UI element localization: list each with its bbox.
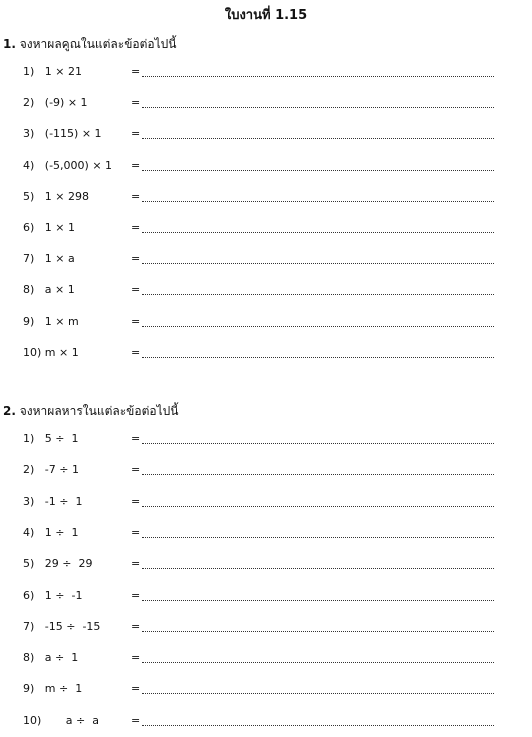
equals-sign: = — [131, 221, 141, 234]
question-label: 7) 1 × a — [23, 252, 75, 266]
answer-line[interactable] — [142, 443, 494, 444]
answer-line[interactable] — [142, 201, 494, 202]
answer-line[interactable] — [142, 474, 494, 475]
question-label: 6) 1 × 1 — [23, 221, 75, 234]
section-1-heading — [3, 35, 177, 54]
question-label: 6) 1 ÷ -1 — [23, 588, 83, 602]
question-label: 4) 1 ÷ 1 — [23, 525, 79, 539]
question-row — [0, 714, 532, 732]
question-row — [0, 159, 532, 177]
equals-sign: = — [131, 252, 141, 266]
equals-sign: = — [131, 189, 141, 203]
question-label: 10) m × 1 — [23, 345, 79, 359]
question-row — [0, 495, 532, 513]
section-2-heading-text: จงหาผลหารในแต่ละข้อต่อไปนี้ — [19, 404, 179, 418]
question-label: 3) -1 ÷ 1 — [23, 494, 83, 508]
equals-sign: = — [131, 432, 141, 445]
question-row — [0, 221, 532, 239]
equals-sign: = — [131, 96, 141, 110]
equals-sign: = — [131, 314, 141, 328]
section-1-number: 1. — [3, 37, 16, 51]
equals-sign: = — [131, 494, 141, 508]
equals-sign: = — [131, 127, 141, 141]
answer-line[interactable] — [142, 537, 494, 538]
equals-sign: = — [131, 525, 141, 539]
answer-line[interactable] — [142, 326, 494, 327]
answer-line[interactable] — [142, 631, 494, 632]
answer-line[interactable] — [142, 662, 494, 663]
answer-line[interactable] — [142, 693, 494, 694]
question-label: 3) (-115) × 1 — [23, 127, 102, 141]
question-label: 5) 1 × 298 — [23, 189, 89, 203]
question-row — [0, 346, 532, 364]
answer-line[interactable] — [142, 357, 494, 358]
question-label: 7) -15 ÷ -15 — [23, 619, 101, 633]
answer-line[interactable] — [142, 568, 494, 569]
answer-line[interactable] — [142, 170, 494, 171]
question-label: 2) -7 ÷ 1 — [23, 463, 79, 477]
question-label: 1) 1 × 21 — [23, 65, 82, 78]
question-label: 1) 5 ÷ 1 — [23, 432, 79, 445]
question-row — [0, 557, 532, 575]
question-row — [0, 682, 532, 700]
equals-sign: = — [131, 682, 141, 696]
question-label: 8) a ÷ 1 — [23, 651, 79, 665]
question-row — [0, 589, 532, 607]
question-label: 5) 29 ÷ 29 — [23, 557, 93, 571]
question-label: 9) 1 × m — [23, 314, 79, 328]
question-row — [0, 127, 532, 145]
worksheet-title: ใบงานที่ 1.15 — [224, 8, 308, 23]
equals-sign: = — [131, 463, 141, 477]
question-label: 10) a ÷ a — [23, 713, 99, 727]
section-2-number: 2. — [3, 404, 16, 418]
question-label: 8) a × 1 — [23, 283, 75, 297]
answer-line[interactable] — [142, 725, 494, 726]
question-row — [0, 65, 532, 83]
equals-sign: = — [131, 283, 141, 297]
equals-sign: = — [131, 158, 141, 172]
answer-line[interactable] — [142, 600, 494, 601]
equals-sign: = — [131, 65, 141, 78]
question-row — [0, 315, 532, 333]
question-label: 4) (-5,000) × 1 — [23, 158, 113, 172]
question-row — [0, 96, 532, 114]
answer-line[interactable] — [142, 107, 494, 108]
equals-sign: = — [131, 651, 141, 665]
equals-sign: = — [131, 713, 141, 727]
answer-line[interactable] — [142, 76, 494, 77]
equals-sign: = — [131, 619, 141, 633]
question-row — [0, 651, 532, 669]
answer-line[interactable] — [142, 138, 494, 139]
answer-line[interactable] — [142, 232, 494, 233]
equals-sign: = — [131, 588, 141, 602]
question-row — [0, 283, 532, 301]
equals-sign: = — [131, 345, 141, 359]
question-label: 2) (-9) × 1 — [23, 96, 88, 110]
question-row — [0, 252, 532, 270]
question-row — [0, 526, 532, 544]
equals-sign: = — [131, 557, 141, 571]
question-row — [0, 463, 532, 481]
question-row — [0, 190, 532, 208]
answer-line[interactable] — [142, 263, 494, 264]
question-label: 9) m ÷ 1 — [23, 682, 83, 696]
question-row — [0, 432, 532, 450]
answer-line[interactable] — [142, 506, 494, 507]
section-2-heading — [3, 402, 178, 421]
answer-line[interactable] — [142, 294, 494, 295]
question-row — [0, 620, 532, 638]
section-1-heading-text: จงหาผลคูณในแต่ละข้อต่อไปนี้ — [19, 37, 177, 51]
